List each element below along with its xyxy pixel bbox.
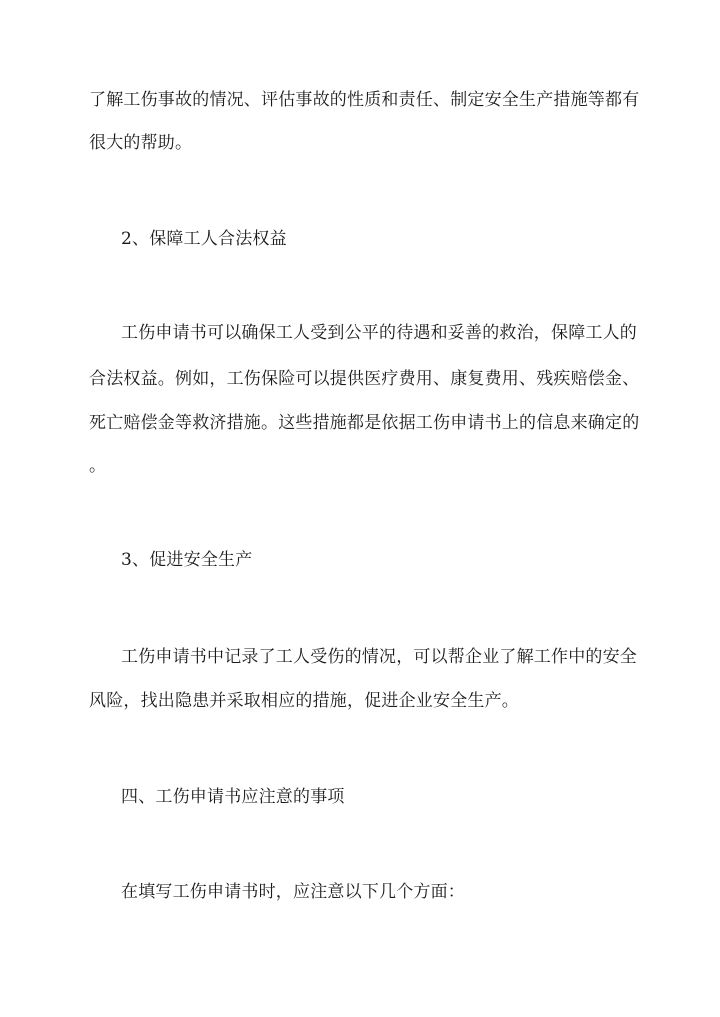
paragraph-line: 工伤申请书可以确保工人受到公平的待遇和妥善的救治，保障工人的	[121, 323, 637, 343]
section-heading: 四、工伤申请书应注意的事项	[121, 787, 345, 807]
section-heading: 3、促进安全生产	[121, 550, 253, 570]
paragraph-line: 在填写工伤申请书时，应注意以下几个方面：	[121, 882, 465, 902]
paragraph-line: 了解工伤事故的情况、评估事故的性质和责任、制定安全生产措施等都有	[89, 90, 640, 110]
paragraph-line: 风险，找出隐患并采取相应的措施，促进企业安全生产。	[89, 691, 519, 711]
paragraph-line: 。	[89, 456, 107, 476]
paragraph-line: 工伤申请书中记录了工人受伤的情况，可以帮企业了解工作中的安全	[121, 647, 637, 667]
paragraph-line: 死亡赔偿金等救济措施。这些措施都是依据工伤申请书上的信息来确定的	[89, 413, 640, 433]
section-heading: 2、保障工人合法权益	[121, 229, 287, 249]
paragraph-line: 很大的帮助。	[89, 133, 193, 153]
paragraph-line: 合法权益。例如，工伤保险可以提供医疗费用、康复费用、残疾赔偿金、	[89, 369, 640, 389]
